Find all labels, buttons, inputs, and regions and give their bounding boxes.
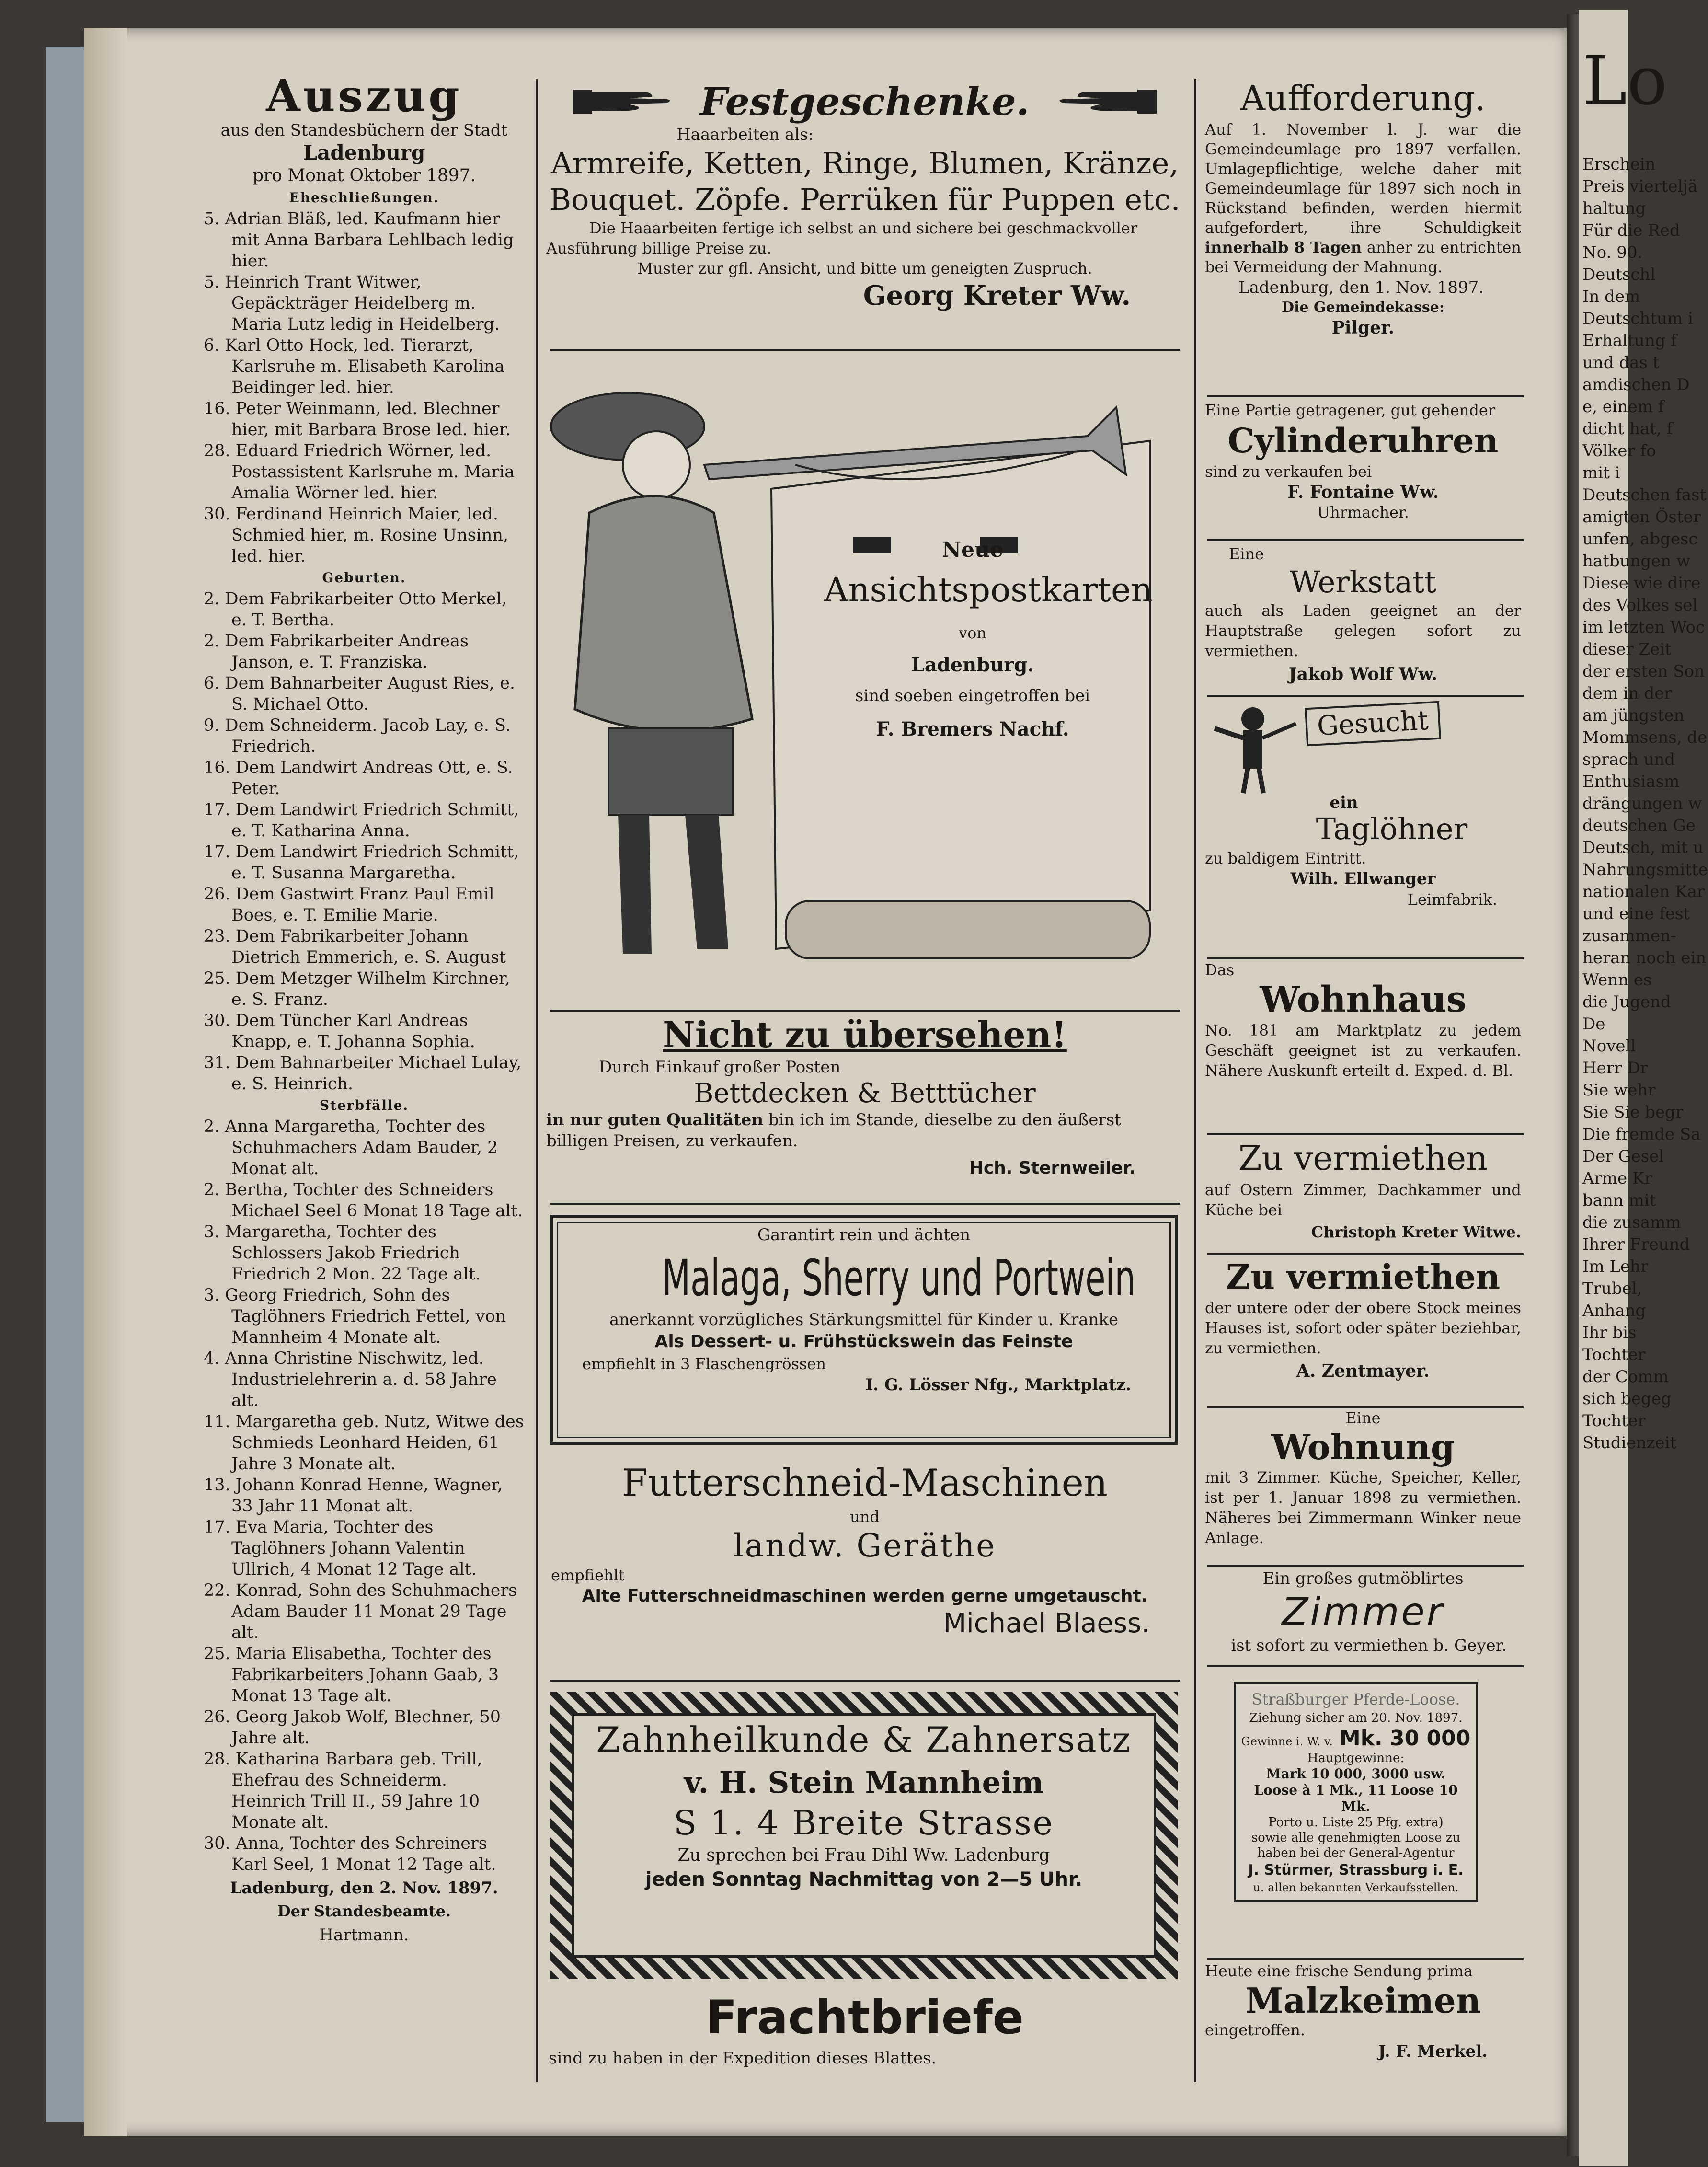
register-subtitle: aus den Standesbüchern der Stadt [220, 121, 508, 140]
futter-empfiehlt: empfiehlt [551, 1566, 625, 1584]
ad-werkstatt [1205, 544, 1521, 688]
loose-line10: u. allen bekannten Verkaufsstellen. [1253, 1881, 1459, 1894]
register-entry: 9. Dem Schneiderm. Jacob Lay, e. S. Friedrich. [204, 716, 511, 756]
festgeschenke-line2: Bouquet. Zöpfe. Perrüken für Puppen etc. [549, 182, 1181, 217]
zyl-sign2: Uhrmacher. [1317, 503, 1409, 521]
next-page-line: des Volkes sel [1582, 596, 1698, 615]
next-page-line: Ihr bis [1582, 1323, 1637, 1342]
bedding-quality: in nur guten Qualitäten [546, 1110, 764, 1130]
next-page-line: Völker fo [1582, 441, 1656, 461]
divider [1207, 1665, 1524, 1667]
loose-title: Straßburger Pferde-Loose. [1251, 1690, 1460, 1708]
register-entry: 5. Adrian Bläß, led. Kaufmann hier mit Anna Barbara Lehlbach ledig hier. [204, 209, 514, 271]
zimmer-intro: Ein großes gutmöblirtes [1262, 1569, 1464, 1588]
register-town: Ladenburg [303, 141, 425, 164]
next-page-line: Tochter [1582, 1345, 1646, 1364]
futter-title2: landw. Geräthe [733, 1527, 997, 1564]
divider [1207, 1958, 1524, 1960]
register-entry: 2. Bertha, Tochter des Schneiders Michael Seel 6 Monat 18 Tage alt. [204, 1180, 523, 1221]
divider [1207, 539, 1524, 541]
werk-body: auch als Laden geeignet an der Hauptstraße gelegen sofort zu vermiethen. [1205, 601, 1521, 660]
register-entry: 30. Ferdinand Heinrich Maier, led. Schmied hier, m. Rosine Unsinn, led. hier. [204, 505, 509, 566]
zv2-title: Zu vermiethen [1226, 1257, 1501, 1297]
register-title: Auszug [266, 70, 462, 122]
register-entry: 11. Margaretha geb. Nutz, Witwe des Schmieds Leonhard Heiden, 61 Jahre 3 Monate alt. [204, 1412, 524, 1474]
werk-intro: Eine [1229, 545, 1264, 563]
wohnung-title: Wohnung [1271, 1427, 1455, 1467]
malz-title: Malzkeimen [1245, 1980, 1481, 2021]
auff-sign: Pilger. [1331, 318, 1395, 338]
wohnhaus-intro: Das [1205, 961, 1235, 979]
next-page-line: Wenn es [1582, 970, 1652, 990]
loose-line9: J. Stürmer, Strassburg i. E. [1248, 1862, 1464, 1879]
man-with-banner-illustration [1205, 700, 1301, 795]
register-entry: 2. Dem Fabrikarbeiter Andreas Janson, e. T. Franziska. [204, 632, 469, 672]
auff-office: Die Gemeindekasse: [1282, 299, 1444, 316]
malaga-sign: I. G. Lösser Nfg., Marktplatz. [865, 1375, 1131, 1395]
auff-title: Aufforderung. [1240, 78, 1486, 118]
next-page-line: Mommsens, de [1582, 728, 1708, 747]
next-page-line: Diese wie dire [1582, 574, 1701, 593]
next-page-line: mit i [1582, 463, 1620, 483]
next-page-line: Sie wehr [1582, 1081, 1656, 1100]
next-page-line: und eine fest [1582, 904, 1690, 923]
next-page-line: Deutschtum i [1582, 309, 1693, 328]
register-entry: 3. Margaretha, Tochter des Schlossers Jakob Friedrich Friedrich 2 Mon. 22 Tage alt. [204, 1222, 481, 1284]
loose-amount: Mk. 30 000 [1339, 1726, 1471, 1751]
next-page-line: Novell [1582, 1037, 1636, 1056]
bedding-sign: Hch. Sternweiler. [969, 1158, 1135, 1178]
ad-zimmer [1205, 1568, 1521, 1656]
festgeschenke-title: Festgeschenke. [700, 79, 1030, 124]
next-page-line: im letzten Woc [1582, 618, 1705, 637]
ad-gesucht [1205, 700, 1521, 910]
next-page-line: Anhang [1582, 1301, 1646, 1320]
next-page-line: Für die Red [1582, 221, 1680, 240]
futter-sign: Michael Blaess. [943, 1608, 1150, 1639]
auff-body2: anher zu entrichten bei Vermeidung der Mahnung. [1205, 238, 1522, 276]
register-entry: 4. Anna Christine Nischwitz, led. Industrielehrerin a. d. 58 Jahre alt. [204, 1349, 497, 1410]
ad-malzkeimen [1205, 1961, 1521, 2063]
register-entry: 6. Dem Bahnarbeiter August Ries, e. S. Michael Otto. [204, 674, 516, 714]
loose-line6: Loose à 1 Mk., 11 Loose 10 Mk. [1254, 1782, 1458, 1814]
next-page-line: e, einem f [1582, 397, 1664, 416]
next-page-line: die zusamm [1582, 1213, 1681, 1232]
next-page-line: unfen, abgesc [1582, 530, 1698, 549]
next-page-line: Studienzeit [1582, 1433, 1677, 1452]
malz-sign: J. F. Merkel. [1378, 2042, 1488, 2061]
ad-malaga [550, 1215, 1178, 1445]
divider [550, 1010, 1180, 1012]
zv1-sign: Christoph Kreter Witwe. [1311, 1223, 1521, 1241]
zv1-title: Zu vermiethen [1238, 1139, 1488, 1178]
register-entry: 23. Dem Fabrikarbeiter Johann Dietrich Emmerich, e. S. August [204, 927, 506, 967]
next-page-line: No. 90. [1582, 243, 1643, 262]
next-page-line: haltung [1582, 199, 1646, 218]
next-page-line: amigten Öster [1582, 507, 1701, 527]
futter-und: und [850, 1508, 880, 1526]
zyl-intro: Eine Partie getragener, gut gehender [1205, 401, 1496, 419]
page-edge-shadow [84, 28, 127, 2136]
next-page-line: deutschen Ge [1582, 816, 1696, 835]
next-page-line: am jüngsten [1582, 706, 1685, 725]
bedding-line1: Durch Einkauf großer Posten [599, 1058, 841, 1077]
next-page-line: Arme Kr [1582, 1169, 1652, 1188]
next-page-line: Deutschl [1582, 265, 1656, 284]
festgeschenke-body: Die Haaarbeiten fertige ich selbst an und sichere bei geschmackvoller Ausführung billige Preise zu. [546, 219, 1138, 257]
loose-line5: Mark 10 000, 3000 usw. [1266, 1766, 1446, 1782]
loose-line8: sowie alle genehmigten Loose zu haben bei der General-Agentur [1251, 1831, 1461, 1860]
ad-vermiethen-1 [1205, 1137, 1521, 1244]
next-page-line: Der Gesel [1582, 1147, 1664, 1166]
dentist-name: v. H. Stein Mannheim [684, 1765, 1044, 1800]
register-entry: 28. Eduard Friedrich Wörner, led. Postassistent Karlsruhe m. Maria Amalia Wörner led. hier. [204, 441, 515, 503]
loose-line2: Gewinne i. W. v. [1241, 1735, 1333, 1748]
register-entry: 17. Dem Landwirt Friedrich Schmitt, e. T. Susanna Margaretha. [204, 842, 519, 883]
next-page-line: Lo [1582, 42, 1668, 120]
gesucht-banner: Gesucht [1316, 704, 1430, 742]
next-page-line: dieser Zeit [1582, 640, 1672, 659]
register-entry: 31. Dem Bahnarbeiter Michael Lulay, e. S. Heinrich. [204, 1053, 522, 1094]
register-closing: Ladenburg, den 2. Nov. 1897. [230, 1879, 498, 1898]
loose-line7: Porto u. Liste 25 Pfg. extra) [1268, 1815, 1444, 1830]
next-page-line: Die fremde Sa [1582, 1125, 1701, 1144]
divider [1207, 1406, 1524, 1408]
register-entry: 28. Katharina Barbara geb. Trill, Ehefrau des Schneiderm. Heinrich Trill II., 59 Jahre 10 Monate alt. [204, 1750, 482, 1832]
zyl-title: Cylinderuhren [1227, 421, 1499, 461]
fracht-line1: sind zu haben in der Expedition dieses Blattes. [549, 2049, 937, 2068]
wohnung-body: mit 3 Zimmer. Küche, Speicher, Keller, ist per 1. Januar 1898 zu vermiethen. Näheres bei Zimmermann Winker neue Anlage. [1205, 1468, 1521, 1547]
next-page-line: Nahrungsmitte [1582, 860, 1708, 879]
zv2-sign: A. Zentmayer. [1296, 1361, 1430, 1381]
register-entry: 16. Peter Weinmann, led. Blechner hier, mit Barbara Brose led. hier. [204, 399, 511, 439]
divider [550, 349, 1180, 351]
next-page-line: Trubel, [1582, 1279, 1642, 1298]
futter-line1: Alte Futterschneidmaschinen werden gerne umgetauscht. [582, 1586, 1148, 1606]
divider [1207, 395, 1524, 397]
pointing-hand-icon [571, 80, 681, 123]
next-page-fragment [1579, 10, 1708, 2166]
ad-cylinderuhren [1205, 400, 1521, 522]
next-page-line: Enthusiasm [1582, 772, 1680, 791]
next-page-line: und das t [1582, 353, 1660, 372]
ad-aufforderung [1205, 77, 1521, 338]
register-entry: 17. Dem Landwirt Friedrich Schmitt, e. T. Katharina Anna. [204, 800, 519, 841]
bedding-text: bin ich im Stande, dieselbe zu den äußerst billigen Preisen, zu verkaufen. [546, 1110, 1121, 1151]
register-entry: 26. Georg Jakob Wolf, Blechner, 50 Jahre alt. [204, 1707, 501, 1748]
divider [550, 1203, 1180, 1205]
register-entry: 30. Anna, Tochter des Schreiners Karl Seel, 1 Monat 12 Tage alt. [204, 1834, 496, 1874]
next-page-line: hatbungen w [1582, 552, 1691, 571]
deaths-list [204, 1116, 525, 1875]
dentist-line1: Zu sprechen bei Frau Dihl Ww. Ladenburg [677, 1845, 1050, 1865]
bedding-title: Nicht zu übersehen! [663, 1014, 1067, 1056]
next-page-line: In dem [1582, 287, 1640, 306]
dentist-address: S 1. 4 Breite Strasse [673, 1803, 1055, 1843]
column-rule-right [1194, 79, 1196, 2082]
postcards-shop: F. Bremers Nachf. [876, 718, 1069, 740]
register-column [204, 72, 525, 1947]
register-entry: 16. Dem Landwirt Andreas Ott, e. S. Peter. [204, 758, 513, 798]
wohnung-intro: Eine [1345, 1409, 1381, 1427]
malaga-line3: empfiehlt in 3 Flaschengrössen [582, 1355, 826, 1373]
zimmer-title: Zimmer [1282, 1590, 1444, 1634]
register-entry: 6. Karl Otto Hock, led. Tierarzt, Karlsruhe m. Elisabeth Karolina Beidinger led. hier. [204, 336, 505, 397]
malaga-title: Malaga, Sherry und Portwein [662, 1249, 1136, 1307]
pointing-hand-icon [1049, 80, 1159, 123]
futter-title: Futterschneid-Maschinen [622, 1462, 1108, 1505]
section-marriages: Eheschließungen. [289, 190, 439, 206]
postcards-place: Ladenburg. [911, 654, 1034, 676]
register-entry: 30. Dem Tüncher Karl Andreas Knapp, e. T. Johanna Sophia. [204, 1011, 475, 1051]
auff-body: Auf 1. November l. J. war die Gemeindeumlage pro 1897 verfallen. Umlagepflichtige, welche daher mit Gemeindeumlage für 1897 sich noch in Rückstand befinden, werden hiermit aufgefordert, ihre Schuldigkeit [1205, 120, 1521, 237]
next-page-line: dicht hat, f [1582, 419, 1673, 438]
next-page-line: Deutschen fast [1582, 485, 1707, 505]
next-page-line: nationalen Kar [1582, 882, 1705, 901]
postcards-title: Ansichtspostkarten [824, 570, 1153, 610]
register-entry: 22. Konrad, Sohn des Schuhmachers Adam Bauder 11 Monat 29 Tage alt. [204, 1581, 517, 1642]
postcards-neue: Neue [941, 538, 1004, 562]
marriages-list [204, 208, 525, 567]
next-page-line: bann mit [1582, 1191, 1656, 1210]
divider [1207, 1133, 1524, 1135]
register-signer: Hartmann. [319, 1925, 409, 1945]
next-page-line: amdischen D [1582, 375, 1690, 394]
auff-date: Ladenburg, den 1. Nov. 1897. [1238, 278, 1484, 297]
gesucht-line1: zu baldigem Eintritt. [1205, 849, 1366, 867]
fracht-title: Frachtbriefe [706, 1991, 1024, 2044]
ad-festgeschenke [546, 79, 1183, 347]
ad-dentist [550, 1692, 1178, 1979]
register-entry: 25. Maria Elisabetha, Tochter des Fabrikarbeiters Johann Gaab, 3 Monat 13 Tage alt. [204, 1644, 499, 1706]
festgeschenke-line1: Armreife, Ketten, Ringe, Blumen, Kränze, [551, 146, 1179, 181]
next-page-line: Preis vierteljä [1582, 177, 1698, 196]
next-page-line: Sie Sie begr [1582, 1103, 1684, 1122]
next-page-line: drängungen w [1582, 794, 1702, 813]
zimmer-body: ist sofort zu vermiethen b. Geyer. [1231, 1636, 1507, 1655]
ad-postcards [546, 355, 1183, 1009]
section-deaths: Sterbfälle. [319, 1097, 409, 1113]
malz-intro: Heute eine frische Sendung prima [1205, 1962, 1473, 1980]
register-entry: 2. Dem Fabrikarbeiter Otto Merkel, e. T. Bertha. [204, 589, 507, 630]
ad-vermiethen-2 [1205, 1256, 1521, 1384]
next-page-line: Erschein [1582, 155, 1656, 174]
loose-line1: Ziehung sicher am 20. Nov. 1897. [1249, 1711, 1463, 1725]
bedding-line2: Bettdecken & Betttücher [694, 1078, 1036, 1109]
births-list [204, 588, 525, 1095]
ad-wohnung [1205, 1409, 1521, 1548]
register-entry: 2. Anna Margaretha, Tochter des Schuhmachers Adam Bauder, 2 Monat alt. [204, 1117, 498, 1178]
ad-wohnhaus [1205, 961, 1521, 1081]
gesucht-sign2: Leimfabrik. [1407, 890, 1497, 909]
next-page-line: der ersten Son [1582, 662, 1705, 681]
malaga-line1: anerkannt vorzügliches Stärkungsmittel für Kinder u. Kranke [609, 1310, 1119, 1329]
malz-line1: eingetroffen. [1205, 2021, 1306, 2039]
malaga-line2: Als Dessert- u. Frühstückswein das Feinste [654, 1332, 1073, 1351]
gesucht-ein: ein [1330, 793, 1358, 812]
gesucht-sign: Wilh. Ellwanger [1290, 869, 1436, 888]
next-page-line: heran noch ein [1582, 948, 1707, 968]
festgeschenke-sign: Georg Kreter Ww. [863, 280, 1131, 311]
register-entry: 5. Heinrich Trant Witwer, Gepäckträger Heidelberg m. Maria Lutz ledig in Heidelberg. [204, 273, 500, 334]
festgeschenke-intro: Haaarbeiten als: [676, 125, 814, 144]
next-page-line: die Jugend [1582, 992, 1671, 1012]
next-page-line: Erhaltung f [1582, 331, 1677, 350]
auff-deadline: innerhalb 8 Tagen [1205, 238, 1362, 256]
next-page-line: Tochter [1582, 1411, 1646, 1430]
werk-title: Werkstatt [1289, 565, 1437, 599]
next-page-line: dem in der [1582, 684, 1672, 703]
divider [550, 1680, 1180, 1682]
zv1-body: auf Ostern Zimmer, Dachkammer und Küche bei [1205, 1181, 1521, 1219]
divider [1207, 957, 1524, 959]
divider [1207, 1253, 1524, 1255]
divider [1207, 1565, 1524, 1567]
next-page-line: Herr Dr [1582, 1059, 1648, 1078]
next-page-line: zusammen- [1582, 926, 1676, 945]
loose-line4: Hauptgewinne: [1307, 1751, 1405, 1765]
register-entry: 3. Georg Friedrich, Sohn des Taglöhners Friedrich Fettel, von Mannheim 4 Monate alt. [204, 1286, 506, 1347]
next-page-line: Deutsch, mit u [1582, 838, 1704, 857]
register-entry: 26. Dem Gastwirt Franz Paul Emil Boes, e. T. Emilie Marie. [204, 885, 494, 925]
ad-bedding [546, 1014, 1183, 1205]
next-page-line: sich begeg [1582, 1389, 1672, 1408]
next-page-line: Ihrer Freund [1582, 1235, 1690, 1254]
next-page-line: Im Lehr [1582, 1257, 1649, 1276]
zyl-sign: F. Fontaine Ww. [1287, 482, 1439, 502]
wohnhaus-title: Wohnhaus [1260, 979, 1467, 1020]
register-entry: 17. Eva Maria, Tochter des Taglöhners Johann Valentin Ullrich, 4 Monat 12 Tage alt. [204, 1518, 477, 1579]
ad-frachtbriefe [546, 1989, 1183, 2085]
divider [1207, 695, 1524, 697]
register-month: pro Monat Oktober 1897. [252, 166, 476, 185]
werk-sign: Jakob Wolf Ww. [1288, 664, 1438, 684]
wohnhaus-body: No. 181 am Marktplatz zu jedem Geschäft geeignet ist zu verkaufen. Nähere Auskunft erteilt d. Exped. d. Bl. [1205, 1021, 1521, 1080]
column-rule-left [536, 79, 538, 2082]
zv2-body: der untere oder der obere Stock meines Hauses ist, sofort oder später beziehbar, zu vermiethen. [1205, 1299, 1521, 1357]
dentist-line2: jeden Sonntag Nachmittag von 2—5 Uhr. [645, 1868, 1083, 1890]
register-signer-title: Der Standesbeamte. [277, 1902, 451, 1920]
section-births: Geburten. [322, 570, 406, 586]
ad-futterschneid [546, 1459, 1183, 1680]
register-entry: 25. Dem Metzger Wilhelm Kirchner, e. S. Franz. [204, 969, 510, 1009]
festgeschenke-body2: Muster zur gfl. Ansicht, und bitte um geneigten Zuspruch. [637, 259, 1092, 277]
dentist-title: Zahnheilkunde & Zahnersatz [596, 1719, 1132, 1760]
gesucht-title: Taglöhner [1316, 811, 1468, 846]
next-page-line: sprach und [1582, 750, 1675, 769]
next-page-line: De [1582, 1014, 1605, 1034]
next-page-line: der Comm [1582, 1367, 1669, 1386]
zyl-line1: sind zu verkaufen bei [1205, 462, 1372, 481]
ad-pferde-loose [1234, 1682, 1478, 1902]
register-entry: 13. Johann Konrad Henne, Wagner, 33 Jahr 11 Monat alt. [204, 1475, 503, 1516]
malaga-top: Garantirt rein und ächten [757, 1225, 971, 1245]
postcards-arrived: sind soeben eingetroffen bei [855, 686, 1090, 705]
postcards-von: von [959, 624, 986, 642]
